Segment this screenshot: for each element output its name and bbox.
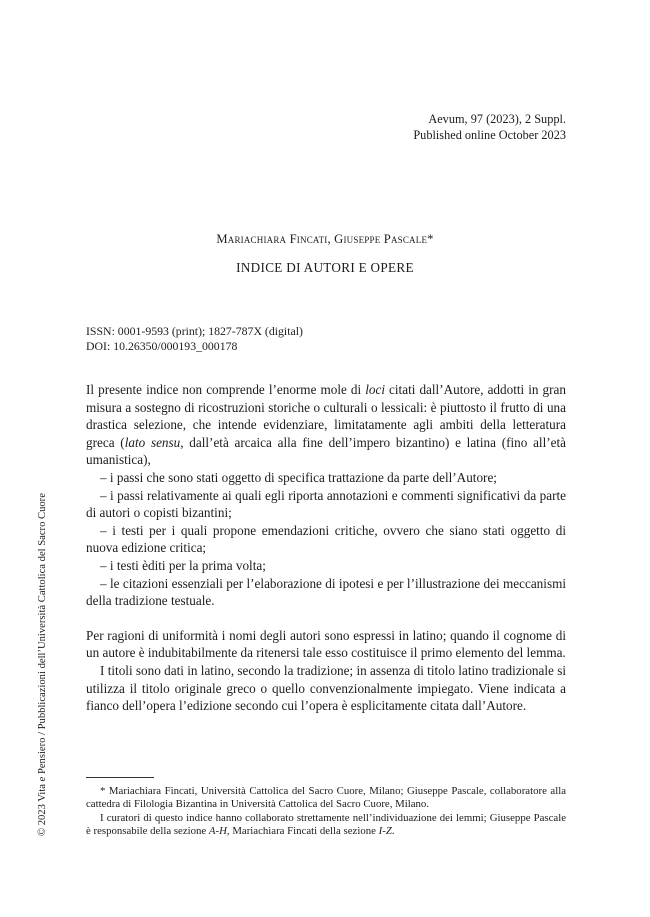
doi-line: DOI: 10.26350/000193_000178: [86, 338, 238, 353]
publication-date: Published online October 2023: [413, 127, 566, 142]
list-item-5: – le citazioni essenziali per l’elaborazione di ipotesi e per l’illustrazione dei meccanismi della tradizione testuale.: [86, 575, 566, 609]
issn-line: ISSN: 0001-9593 (print); 1827-787X (digital): [86, 324, 303, 338]
list-item-1: – i passi che sono stati oggetto di specifica trattazione da parte dell’Autore;: [100, 469, 497, 485]
footnotes: [86, 785, 566, 839]
list-item-4: – i testi èditi per la prima volta;: [100, 557, 266, 573]
list-item-2: – i passi relativamente ai quali egli riporta annotazioni e commenti significativi da parte di autori o copisti bizantini;: [86, 487, 566, 521]
article-identifiers: [86, 324, 303, 353]
article-authors: Mariachiara Fincati, Giuseppe Pascale*: [216, 232, 434, 246]
list-item-3: – i testi per i quali propone emendazioni critiche, ovvero che siano stati oggetto di nuova edizione critica;: [86, 522, 566, 556]
paragraph-titles: I titoli sono dati in latino, secondo la tradizione; in assenza di titolo latino tradizionale si utilizza il titolo originale greco o quello convenzionalmente impiegato. Viene indicata a fianco dell’opera l’edizione secondo cui l’opera è esplicitamente citata dall’Autore.: [86, 662, 566, 714]
journal-citation: Aevum, 97 (2023), 2 Suppl.: [428, 112, 566, 126]
journal-header: [413, 112, 566, 143]
footnote-affiliations: * Mariachiara Fincati, Università Cattolica del Sacro Cuore, Milano; Giuseppe Pascale, collaboratore alla cattedra di Filologia Bizantina in Università Cattolica del Sacro Cuore, Milano.: [86, 785, 566, 811]
footnote-divider: [86, 777, 154, 778]
copyright-spine: © 2023 Vita e Pensiero / Pubblicazioni dell’Università Cattolica del Sacro Cuore: [37, 493, 48, 836]
intro-paragraph: Il presente indice non comprende l’enorme mole di loci citati dall’Autore, addotti in gran misura a sostegno di ricostruzioni storiche o culturali o lessicali: è piuttosto il frutto di una drastica selezione, che intende evidenziare, limitatamente agli ambiti della letteratura greca (lato sensu, dall’età arcaica alla fine dell’impero bizantino) e latina (fino all’età umanistica),: [86, 382, 567, 468]
paragraph-author-names: Per ragioni di uniformità i nomi degli autori sono espressi in latino; quando il cognome di un autore è indubitabilmente da ritenersi tale esso costituisce il primo elemento del lemma.: [86, 627, 566, 661]
footnote-responsibilities: I curatori di questo indice hanno collaborato strettamente nell’individuazione dei lemmi; Giuseppe Pascale è responsabile della sezione A-H, Mariachiara Fincati della sezione I-Z.: [86, 811, 566, 838]
article-body: [86, 381, 566, 715]
article-title: INDICE DI AUTORI E OPERE: [236, 260, 414, 275]
